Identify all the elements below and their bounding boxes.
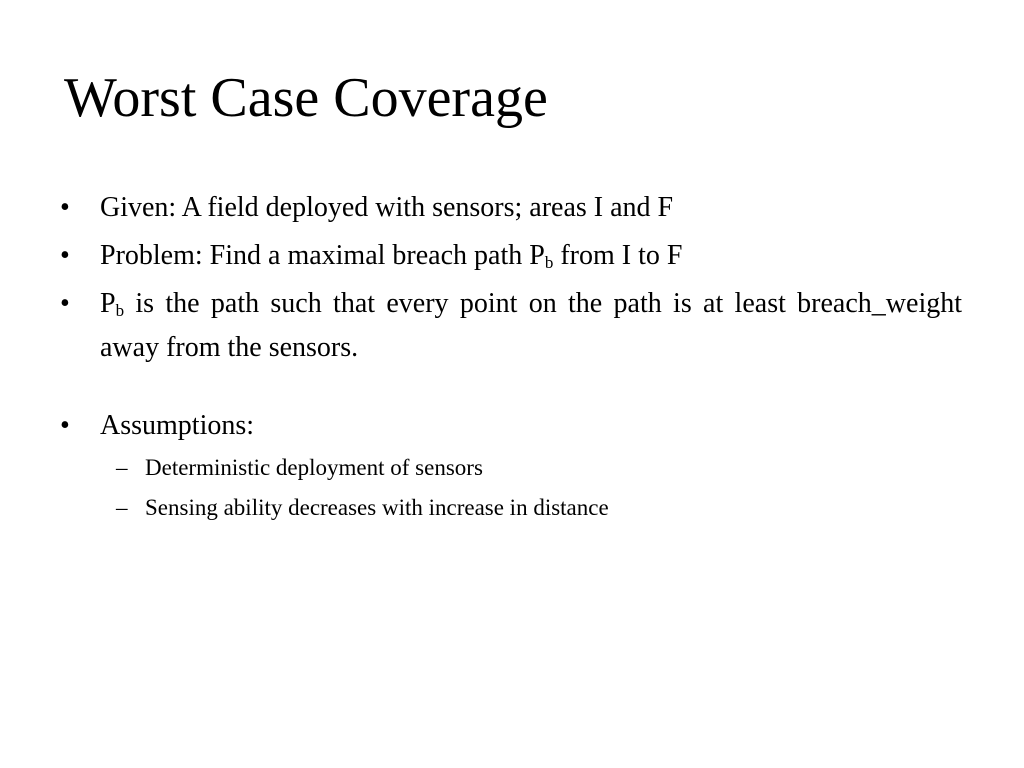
slide-title: Worst Case Coverage: [64, 67, 548, 129]
bullet-text: [100, 282, 962, 370]
bullet-text-before: P: [100, 288, 116, 319]
bullet-text-after: is the path such that every point on the path is at least breach_weight away from the sensors.: [100, 288, 962, 363]
sub-bullet-item: [100, 488, 962, 528]
sub-bullet-list: [100, 448, 962, 528]
sub-bullet-marker: –: [116, 455, 128, 480]
bullet-marker: •: [60, 410, 70, 441]
bullet-text: [100, 240, 682, 271]
bullet-text: Given: A field deployed with sensors; areas I and F: [100, 192, 674, 223]
sub-bullet-marker: –: [116, 495, 128, 520]
sub-bullet-text: Deterministic deployment of sensors: [145, 455, 483, 480]
bullet-item: [60, 186, 962, 230]
bullet-item: [60, 404, 962, 528]
sub-bullet-text: Sensing ability decreases with increase in distance: [145, 495, 609, 520]
bullet-marker: •: [60, 192, 70, 223]
bullet-item: [60, 282, 962, 370]
bullet-marker: •: [60, 240, 70, 271]
subscript: b: [115, 301, 125, 320]
bullet-text: Assumptions:: [100, 410, 255, 441]
bullet-item: [60, 234, 962, 278]
subscript: b: [544, 253, 554, 272]
bullet-text-after: from I to F: [553, 240, 683, 271]
sub-bullet-item: [100, 448, 962, 488]
bullet-list: [60, 186, 962, 532]
bullet-marker: •: [60, 288, 70, 319]
bullet-text-before: Problem: Find a maximal breach path P: [100, 240, 545, 271]
